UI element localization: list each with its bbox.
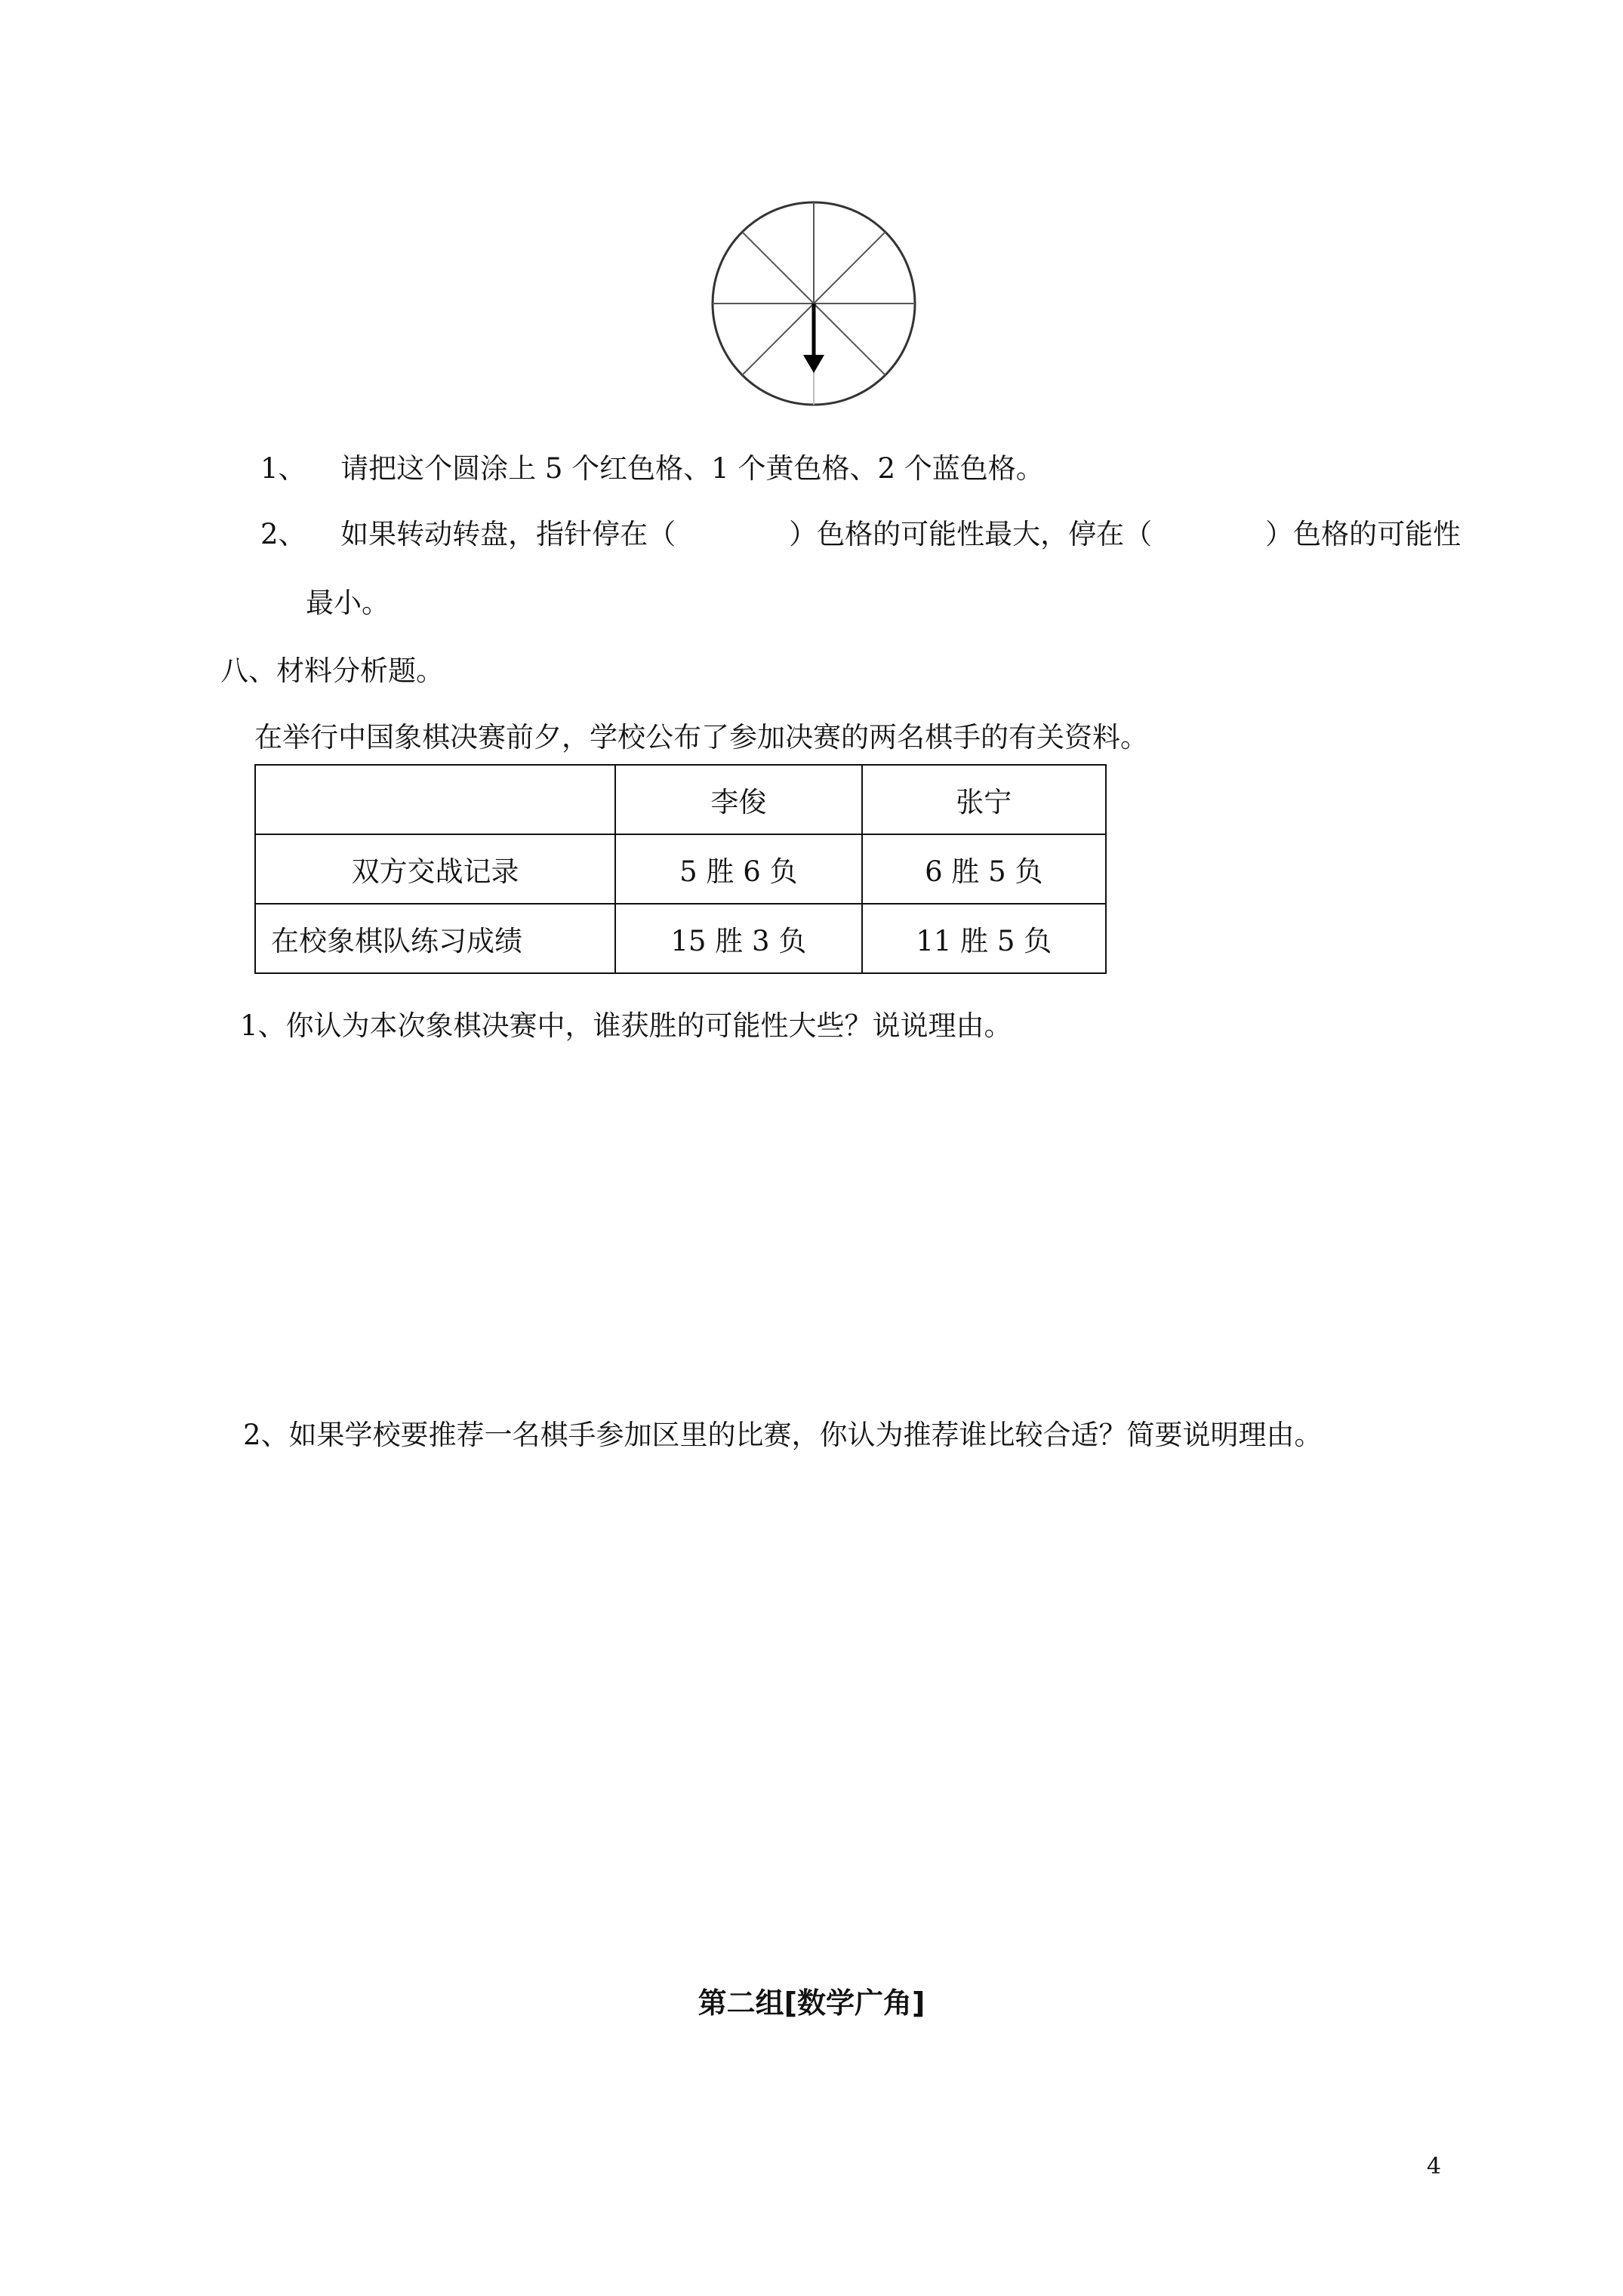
- q7-item-2: [260, 520, 1461, 548]
- table-row: [255, 834, 1106, 904]
- table-row-label: 在校象棋队练习成绩: [255, 904, 615, 973]
- q7-item-2-continuation: 最小。: [306, 587, 390, 619]
- spinner-diagram: [710, 198, 921, 417]
- table-cell: 15 胜 3 负: [615, 904, 861, 973]
- q8-heading: 八、材料分析题。: [220, 655, 444, 687]
- q8-question-2: 2、如果学校要推荐一名棋手参加区里的比赛，你认为推荐谁比较合适？简要说明理由。: [243, 1419, 1323, 1451]
- section-title: 第二组[数学广角]: [698, 1986, 925, 2020]
- q7-item-1-text: 请把这个圆涂上 5 个红色格、1 个黄色格、2 个蓝色格。: [340, 452, 1044, 485]
- table-cell: 11 胜 5 负: [862, 904, 1106, 973]
- pointer-arrow-icon: [803, 304, 824, 373]
- q8-question-1: 1、你认为本次象棋决赛中，谁获胜的可能性大些？说说理由。: [240, 1009, 1012, 1042]
- table-cell: 6 胜 5 负: [862, 834, 1106, 904]
- player-data-table: [254, 764, 1107, 974]
- q7-item-2-part3: ）色格的可能性: [1265, 518, 1461, 550]
- table-row-label: 双方交战记录: [255, 834, 615, 904]
- page-number: 4: [1427, 2153, 1442, 2180]
- q7-item-1-number: 1、: [260, 452, 306, 485]
- q7-item-2-part2: ）色格的可能性最大，停在（: [789, 518, 1153, 550]
- table-row: [255, 904, 1106, 973]
- table-cell: 5 胜 6 负: [615, 834, 861, 904]
- table-header-cell: [255, 765, 615, 834]
- q7-item-2-part1: 如果转动转盘，指针停在（: [340, 518, 676, 550]
- q8-intro: 在举行中国象棋决赛前夕，学校公布了参加决赛的两名棋手的有关资料。: [254, 721, 1148, 754]
- q7-item-1: [260, 452, 1044, 485]
- table-header-cell: 李俊: [615, 765, 861, 834]
- table-header-cell: 张宁: [862, 765, 1106, 834]
- table-header-row: [255, 765, 1106, 834]
- q7-item-2-number: 2、: [260, 518, 306, 550]
